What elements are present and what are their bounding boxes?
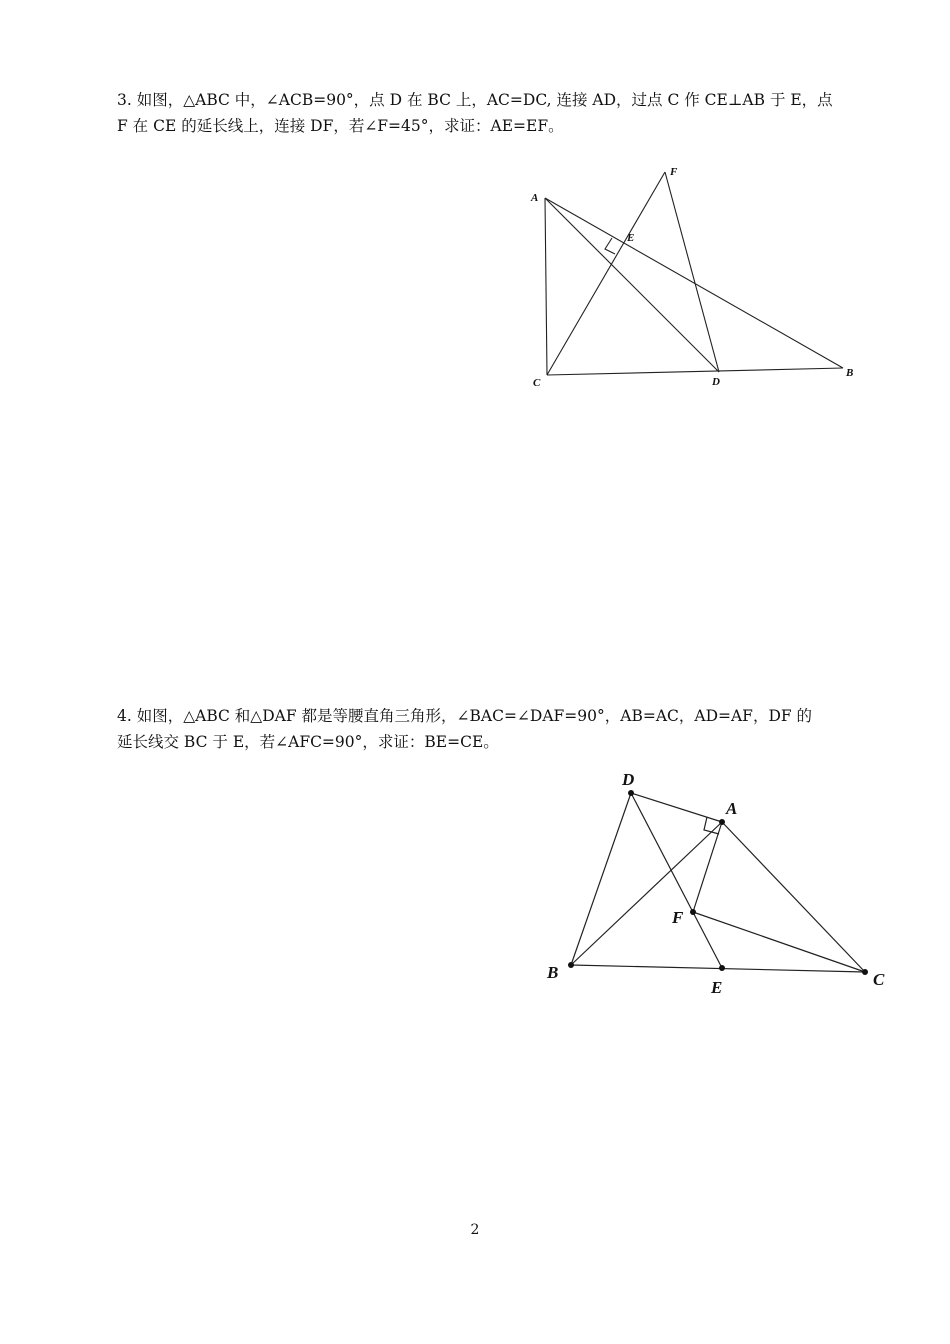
point-c [862, 969, 868, 975]
label-f: F [672, 908, 684, 927]
problem-4-line-1: 4. 如图，△ABC 和△DAF 都是等腰直角三角形，∠BAC=∠DAF=90°，AB=AC，AD=AF，DF 的 [117, 707, 813, 725]
segment-ac [722, 822, 865, 972]
segment-de [631, 793, 722, 968]
point-b [568, 962, 574, 968]
label-a: A [531, 192, 539, 204]
label-c: C [873, 970, 885, 989]
right-angle-mark [605, 238, 615, 254]
segment-db [571, 793, 631, 965]
problem-3-line-1: 3. 如图，△ABC 中，∠ACB=90°，点 D 在 BC 上，AC=DC, 连接 AD，过点 C 作 CE⊥AB 于 E，点 [117, 91, 833, 109]
problem-4-line-2: 延长线交 BC 于 E，若∠AFC=90°，求证：BE=CE。 [117, 733, 499, 751]
label-f: F [670, 166, 678, 178]
label-b: B [846, 367, 854, 379]
problem-3-line-2: F 在 CE 的延长线上，连接 DF，若∠F=45°，求证：AE=EF。 [117, 117, 564, 135]
label-b: B [547, 963, 559, 982]
label-e: E [711, 978, 723, 997]
label-c: C [533, 377, 541, 389]
segment-da [631, 793, 722, 822]
segment-cf [547, 172, 665, 375]
segment-df [665, 172, 719, 372]
point-a [719, 819, 725, 825]
point-f [690, 909, 696, 915]
page-number: 2 [470, 1222, 480, 1238]
problem-3-figure [520, 160, 860, 395]
segment-ab [545, 198, 843, 368]
label-d: D [712, 376, 720, 388]
segment-ac [545, 198, 547, 375]
segment-cb [547, 368, 843, 375]
label-a: A [726, 799, 738, 818]
point-e [719, 965, 725, 971]
problem-4 [117, 703, 839, 755]
segment-ad [545, 198, 719, 372]
problem-3 [117, 87, 839, 139]
problem-4-figure [540, 765, 890, 1000]
right-angle-mark [704, 817, 719, 834]
label-d: D [622, 770, 635, 789]
label-e: E [627, 232, 635, 244]
point-d [628, 790, 634, 796]
segment-bc [571, 965, 865, 972]
